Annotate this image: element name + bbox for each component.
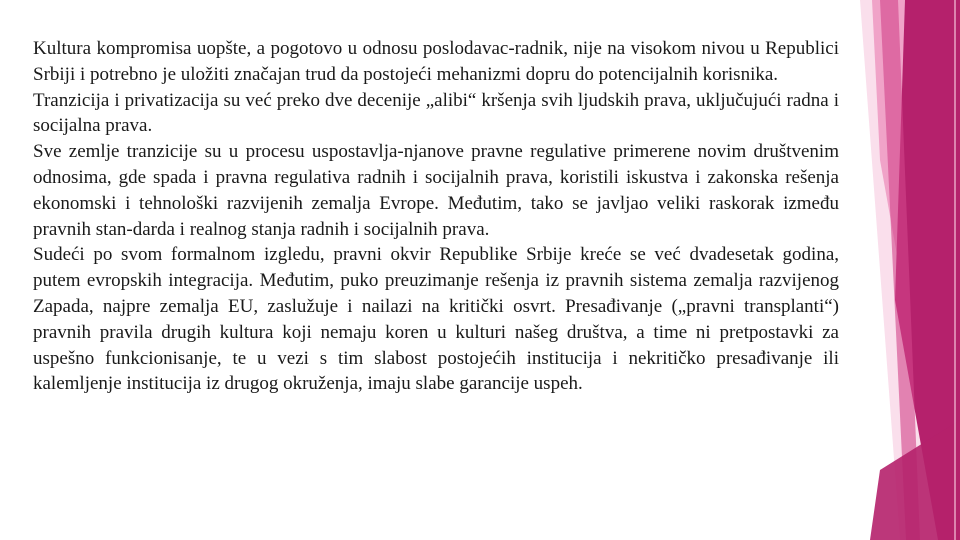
paragraph-4: Sudeći po svom formalnom izgledu, pravni okvir Republike Srbije kreće se već dvadesetak godina, putem evropskih integracija. Međutim, puko preuzimanje rešenja iz pravnih sistema zemalja razvijenog Zapada, najpre zemalja EU, zaslužuje i nailazi na kritički osvrt. Presađivanje („pravni transplanti“) pravnih pravila drugih kultura koji nemaju koren u kulturi našeg društva, a time ni pretpostavki za uspešno funkcionisanje, te u vezi s tim slabost postojećih institucija i nekritičko presađivanje ili kalemljenje institucija iz drugog okruženja, imaju slabe garancije uspeh. xyxy=(33,244,839,395)
paragraph-2: Tranzicija i privatizacija su već preko dve decenije „alibi“ kršenja svih ljudskih prava, uključujući radna i socijalna prava. xyxy=(33,89,839,137)
paragraph-1: Kultura kompromisa uopšte, a pogotovo u odnosu poslodavac-radnik, nije na visokom nivou u Republici Srbiji i potrebno je uložiti značajan trud da postojeći mehanizmi dopru do potencijalnih korisnika. xyxy=(33,38,839,85)
paragraph-3: Sve zemlje tranzicije su u procesu uspostavlja-njanove pravne regulative primerene novim društvenim odnosima, gde spada i pravna regulativa radnih i socijalnih prava, koristili iskustva i zakonska rešenja ekonomski i tehnološki razvijenih zemalja Evrope. Međutim, tako se javljao veliki raskorak između pravnih stan-darda i realnog stanja radnih i socijalnih prava. xyxy=(33,141,839,240)
body-text xyxy=(33,36,839,397)
